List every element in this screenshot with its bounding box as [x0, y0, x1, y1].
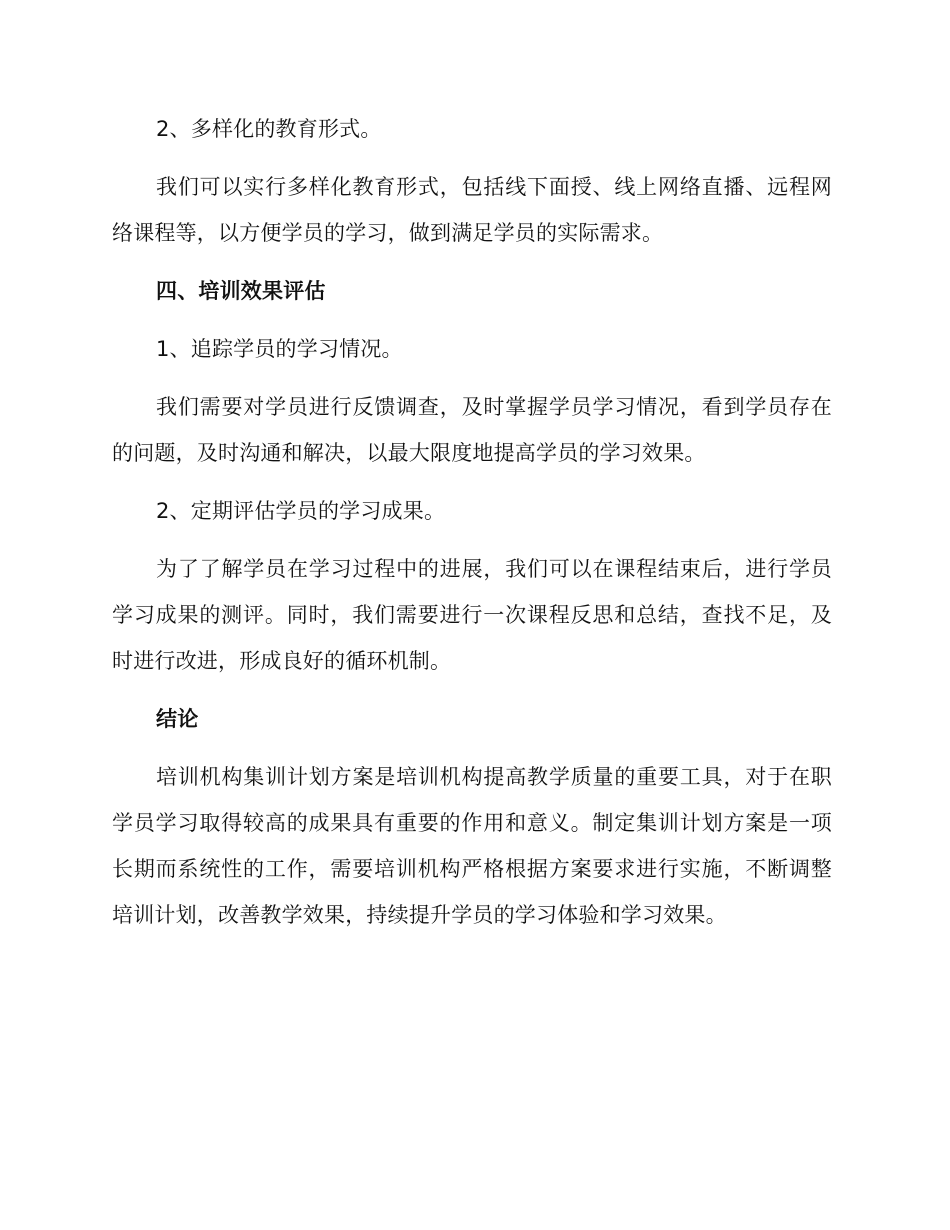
paragraph-periodic-assessment: 为了了解学员在学习过程中的进展，我们可以在课程结束后，进行学员学习成果的测评。同时，我们需要进行一次课程反思和总结，查找不足，及时进行改进，形成良好的循环机制。	[112, 557, 832, 673]
subheading-diverse-education-forms: 2、多样化的教育形式。	[156, 117, 382, 141]
paragraph-track-learning: 我们需要对学员进行反馈调查，及时掌握学员学习情况，看到学员存在的问题，及时沟通和解决，以最大限度地提高学员的学习效果。	[112, 395, 832, 465]
section-heading-conclusion: 结论	[156, 707, 199, 731]
document-body	[112, 106, 832, 938]
paragraph-conclusion: 培训机构集训计划方案是培训机构提高教学质量的重要工具，对于在职学员学习取得较高的成果具有重要的作用和意义。制定集训计划方案是一项长期而系统性的工作，需要培训机构严格根据方案要求进行实施，不断调整培训计划，改善教学效果，持续提升学员的学习体验和学习效果。	[112, 765, 832, 927]
section-heading-training-evaluation: 四、培训效果评估	[156, 279, 326, 303]
subheading-periodic-assessment: 2、定期评估学员的学习成果。	[156, 499, 446, 523]
paragraph-diverse-education-forms: 我们可以实行多样化教育形式，包括线下面授、线上网络直播、远程网络课程等，以方便学员的学习，做到满足学员的实际需求。	[112, 175, 832, 245]
subheading-track-learning: 1、追踪学员的学习情况。	[156, 337, 403, 361]
